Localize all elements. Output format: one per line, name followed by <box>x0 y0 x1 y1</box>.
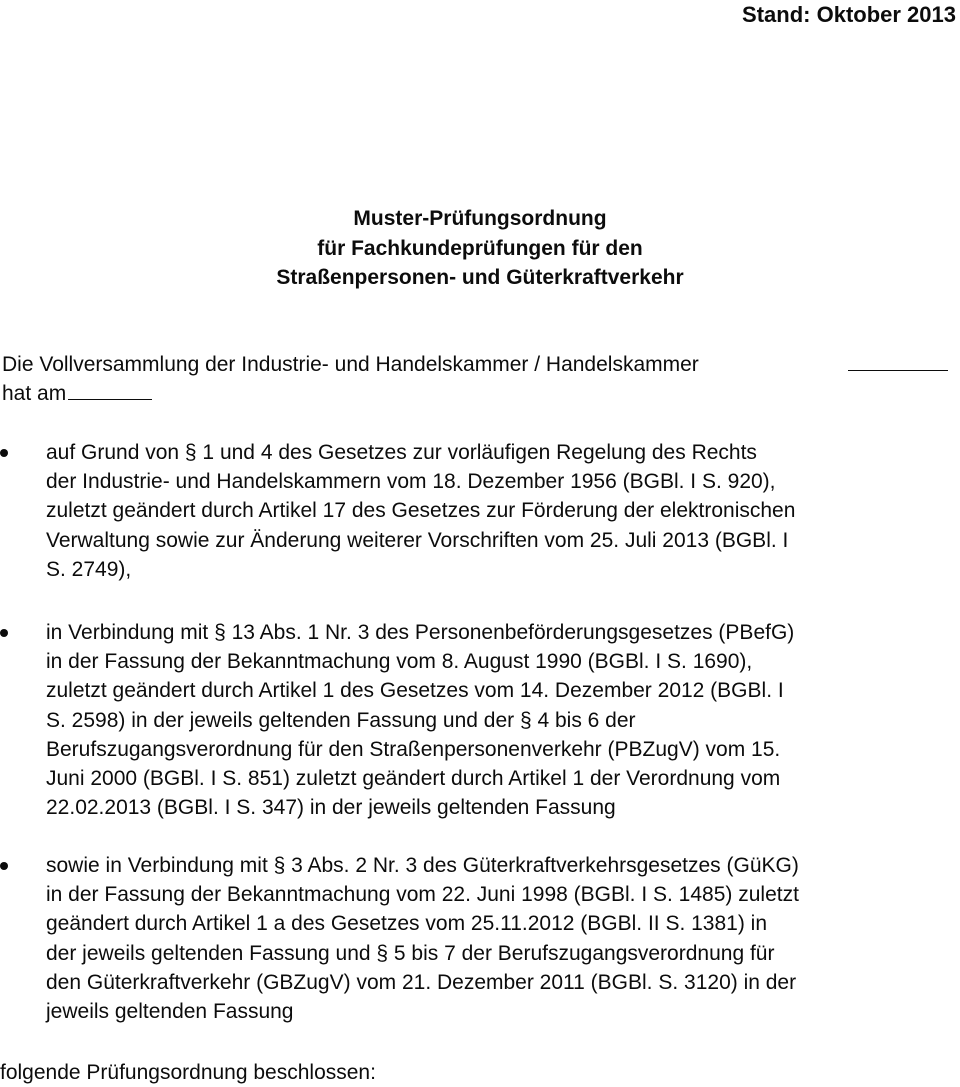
text-line: S. 2749), <box>46 557 132 581</box>
text-line: zuletzt geändert durch Artikel 17 des Gesetzes zur Förderung der elektronischen <box>46 499 796 523</box>
text-line: sowie in Verbindung mit § 3 Abs. 2 Nr. 3 des Güterkraftverkehrsgesetzes (GüKG) <box>46 854 799 877</box>
text-line: zuletzt geändert durch Artikel 1 des Gesetzes vom 14. Dezember 2012 (BGBl. I <box>46 679 784 703</box>
bullet-icon <box>0 862 8 870</box>
text-line: geändert durch Artikel 1 a des Gesetzes vom 25.11.2012 (BGBl. II S. 1381) in <box>46 912 768 936</box>
intro-line-1 <box>2 350 954 379</box>
bullet-icon <box>0 449 8 457</box>
chamber-name-blank <box>848 350 948 371</box>
legal-basis-item-2 <box>0 618 960 822</box>
document-title <box>0 204 960 293</box>
text-line: jeweils geltenden Fassung <box>46 1000 294 1024</box>
legal-basis-item-1 <box>0 438 960 584</box>
text-line: in Verbindung mit § 13 Abs. 1 Nr. 3 des Personenbeförderungsgesetzes (PBefG) <box>46 621 795 644</box>
text-line: Juni 2000 (BGBl. I S. 851) zuletzt geändert durch Artikel 1 der Verordnung vom <box>46 767 781 791</box>
text-line: den Güterkraftverkehr (GBZugV) vom 21. Dezember 2011 (BGBl. S. 3120) in der <box>46 970 797 994</box>
text-line: der Industrie- und Handelskammern vom 18. Dezember 1956 (BGBl. I S. 920), <box>46 470 776 494</box>
document-date: Stand: Oktober 2013 <box>742 2 956 27</box>
text-line: der jeweils geltenden Fassung und § 5 bis 7 der Berufszugangsverordnung für <box>46 941 775 965</box>
text-line: Berufszugangsverordnung für den Straßenpersonenverkehr (PBZugV) vom 15. <box>46 737 781 761</box>
legal-basis-text-1 <box>46 438 956 584</box>
text-line: S. 2598) in der jeweils geltenden Fassung und der § 4 bis 6 der <box>46 708 636 732</box>
intro-text-1: Die Vollversammlung der Industrie- und Handelskammer / Handelskammer <box>2 353 699 376</box>
text-line: in der Fassung der Bekanntmachung vom 22. Juni 1998 (BGBl. I S. 1485) zuletzt <box>46 883 799 907</box>
intro-paragraph <box>2 350 954 408</box>
intro-line-2 <box>2 379 954 408</box>
legal-basis-text-3 <box>46 851 956 1026</box>
date-blank <box>68 379 152 400</box>
legal-basis-text-2 <box>46 618 956 822</box>
text-line: auf Grund von § 1 und 4 des Gesetzes zur vorläufigen Regelung des Rechts <box>46 441 757 464</box>
text-line: in der Fassung der Bekanntmachung vom 8. August 1990 (BGBl. I S. 1690), <box>46 650 753 674</box>
closing-sentence: folgende Prüfungsordnung beschlossen: <box>0 1061 376 1084</box>
text-line: 22.02.2013 (BGBl. I S. 347) in der jeweils geltenden Fassung <box>46 796 616 820</box>
legal-basis-item-3 <box>0 851 960 1026</box>
intro-text-2: hat am <box>2 382 67 406</box>
title-line-2: für Fachkundeprüfungen für den <box>317 236 643 260</box>
title-line-3: Straßenpersonen- und Güterkraftverkehr <box>276 266 684 289</box>
bullet-icon <box>0 629 8 637</box>
text-line: Verwaltung sowie zur Änderung weiterer Vorschriften vom 25. Juli 2013 (BGBl. I <box>46 528 789 552</box>
title-line-1: Muster-Prüfungsordnung <box>353 207 607 230</box>
